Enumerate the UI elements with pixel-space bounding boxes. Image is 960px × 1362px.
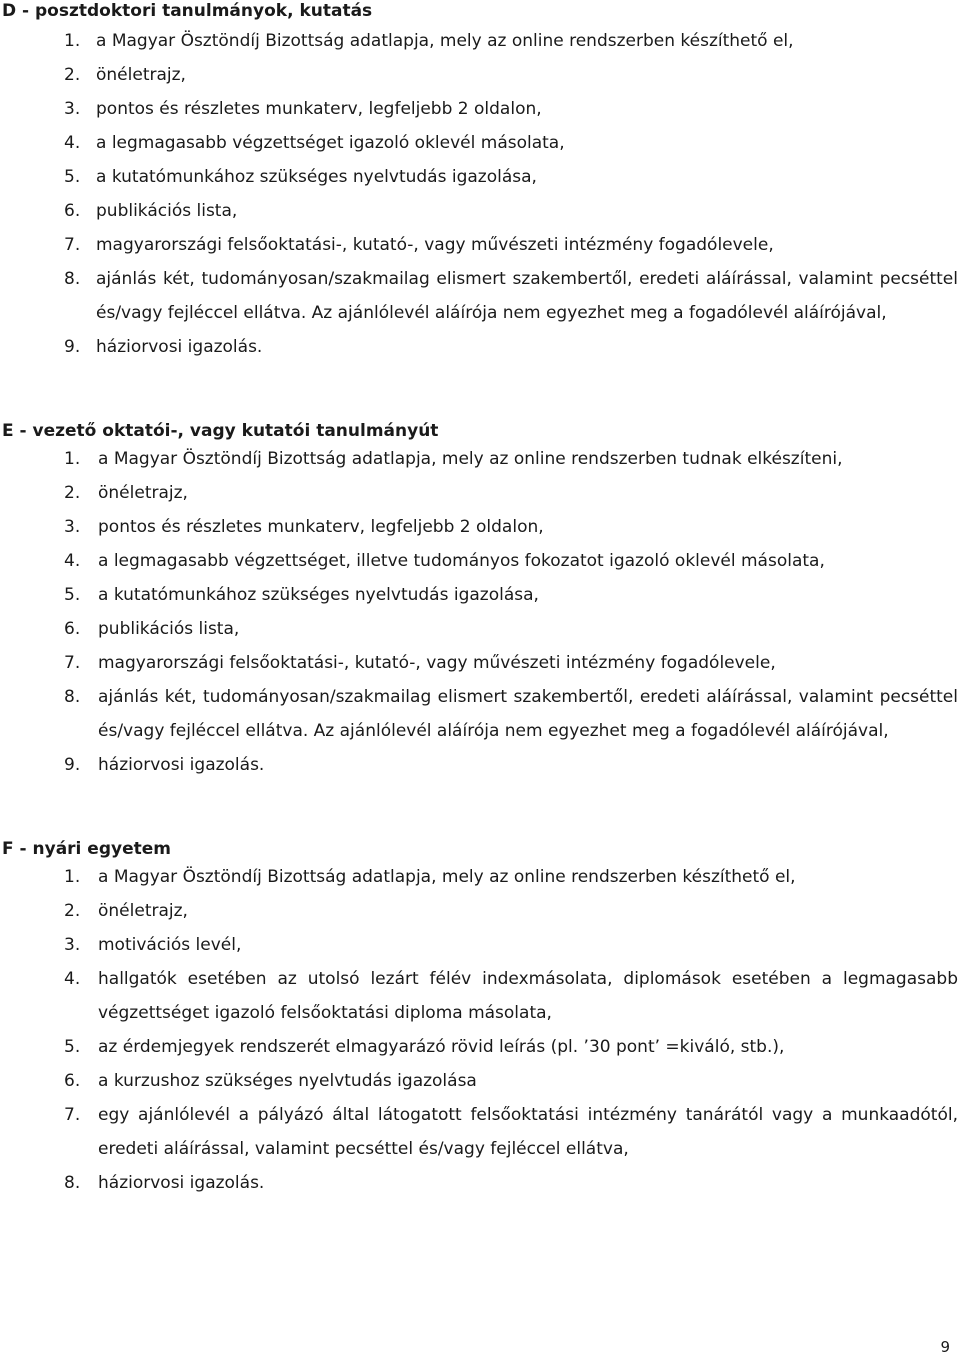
item-number: 4. xyxy=(64,133,81,153)
item-number: 2. xyxy=(64,65,81,85)
item-number: 1. xyxy=(64,867,81,887)
list-item xyxy=(0,262,960,330)
section-e xyxy=(0,420,960,782)
item-text: a Magyar Ösztöndíj Bizottság adatlapja, mely az online rendszerben készíthető el, xyxy=(96,31,794,51)
item-text: önéletrajz, xyxy=(98,901,188,921)
item-text: a kutatómunkához szükséges nyelvtudás igazolása, xyxy=(96,167,537,187)
item-text: magyarországi felsőoktatási-, kutató-, vagy művészeti intézmény fogadólevele, xyxy=(98,653,776,673)
item-text: háziorvosi igazolás. xyxy=(98,1173,265,1193)
item-number: 1. xyxy=(64,31,81,51)
list-item xyxy=(0,160,960,194)
item-number: 3. xyxy=(64,517,81,537)
list-item xyxy=(0,442,960,476)
item-text: a legmagasabb végzettséget igazoló oklevél másolata, xyxy=(96,133,565,153)
item-number: 3. xyxy=(64,935,81,955)
item-number: 2. xyxy=(64,483,81,503)
item-text: a Magyar Ösztöndíj Bizottság adatlapja, mely az online rendszerben készíthető el, xyxy=(98,867,796,887)
item-text: motivációs levél, xyxy=(98,935,242,955)
item-number: 4. xyxy=(64,969,81,989)
item-number: 5. xyxy=(64,585,81,605)
list-item xyxy=(0,510,960,544)
item-number: 6. xyxy=(64,1071,81,1091)
requirements-list xyxy=(0,442,960,782)
list-item xyxy=(0,578,960,612)
list-item xyxy=(0,24,960,58)
item-number: 2. xyxy=(64,901,81,921)
list-item xyxy=(0,330,960,364)
list-item xyxy=(0,194,960,228)
item-number: 5. xyxy=(64,1037,81,1057)
item-number: 5. xyxy=(64,167,81,187)
list-item xyxy=(0,228,960,262)
item-text: publikációs lista, xyxy=(98,619,240,639)
list-item xyxy=(0,476,960,510)
list-item xyxy=(0,928,960,962)
list-item xyxy=(0,58,960,92)
item-text: a legmagasabb végzettséget, illetve tudományos fokozatot igazoló oklevél másolata, xyxy=(98,551,825,571)
item-number: 1. xyxy=(64,449,81,469)
item-text: publikációs lista, xyxy=(96,201,238,221)
item-text: önéletrajz, xyxy=(96,65,186,85)
section-heading: E - vezető oktatói-, vagy kutatói tanulmányút xyxy=(2,421,439,441)
list-item xyxy=(0,1098,960,1166)
item-number: 7. xyxy=(64,653,81,673)
requirements-list xyxy=(0,24,960,364)
item-number: 6. xyxy=(64,619,81,639)
item-text: ajánlás két, tudományosan/szakmailag elismert szakembertől, eredeti aláírással, valamint pecséttel és/vagy fejléccel ellátva. Az ajánlólevél aláírója nem egyezhet meg a fogadólevél aláírójával, xyxy=(98,687,958,741)
section-heading: D - posztdoktori tanulmányok, kutatás xyxy=(2,1,373,21)
list-item xyxy=(0,612,960,646)
item-text: háziorvosi igazolás. xyxy=(98,755,265,775)
item-text: pontos és részletes munkaterv, legfeljebb 2 oldalon, xyxy=(98,517,544,537)
list-item xyxy=(0,1166,960,1200)
item-text: ajánlás két, tudományosan/szakmailag elismert szakembertől, eredeti aláírással, valamint pecséttel és/vagy fejléccel ellátva. Az ajánlólevél aláírója nem egyezhet meg a fogadólevél aláírójával, xyxy=(96,269,958,323)
section-d xyxy=(0,0,960,364)
item-text: a kutatómunkához szükséges nyelvtudás igazolása, xyxy=(98,585,539,605)
list-item xyxy=(0,894,960,928)
item-text: a kurzushoz szükséges nyelvtudás igazolása xyxy=(98,1071,477,1091)
requirements-list xyxy=(0,860,960,1200)
section-f xyxy=(0,838,960,1200)
item-number: 7. xyxy=(64,1105,81,1125)
list-item xyxy=(0,680,960,748)
list-item xyxy=(0,962,960,1030)
item-number: 8. xyxy=(64,269,81,289)
item-text: egy ajánlólevél a pályázó által látogatott felsőoktatási intézmény tanárától vagy a munkaadótól, eredeti aláírással, valamint pecséttel és/vagy fejléccel ellátva, xyxy=(98,1105,958,1159)
list-item xyxy=(0,646,960,680)
item-text: magyarországi felsőoktatási-, kutató-, vagy művészeti intézmény fogadólevele, xyxy=(96,235,774,255)
item-number: 9. xyxy=(64,755,81,775)
item-text: hallgatók esetében az utolsó lezárt félév indexmásolata, diplomások esetében a legmagasabb végzettséget igazoló felsőoktatási diploma másolata, xyxy=(98,969,958,1023)
item-number: 7. xyxy=(64,235,81,255)
item-number: 4. xyxy=(64,551,81,571)
list-item xyxy=(0,748,960,782)
list-item xyxy=(0,1030,960,1064)
list-item xyxy=(0,544,960,578)
item-text: a Magyar Ösztöndíj Bizottság adatlapja, mely az online rendszerben tudnak elkészíteni, xyxy=(98,449,843,469)
list-item xyxy=(0,126,960,160)
item-number: 9. xyxy=(64,337,81,357)
item-number: 6. xyxy=(64,201,81,221)
list-item xyxy=(0,860,960,894)
item-text: pontos és részletes munkaterv, legfeljebb 2 oldalon, xyxy=(96,99,542,119)
item-text: az érdemjegyek rendszerét elmagyarázó rövid leírás (pl. ’30 pont’ =kiváló, stb.), xyxy=(98,1037,785,1057)
item-number: 3. xyxy=(64,99,81,119)
list-item xyxy=(0,92,960,126)
item-number: 8. xyxy=(64,1173,81,1193)
item-text: önéletrajz, xyxy=(98,483,188,503)
section-heading: F - nyári egyetem xyxy=(2,839,171,859)
page-number: 9 xyxy=(940,1338,950,1356)
item-number: 8. xyxy=(64,687,81,707)
item-text: háziorvosi igazolás. xyxy=(96,337,263,357)
list-item xyxy=(0,1064,960,1098)
